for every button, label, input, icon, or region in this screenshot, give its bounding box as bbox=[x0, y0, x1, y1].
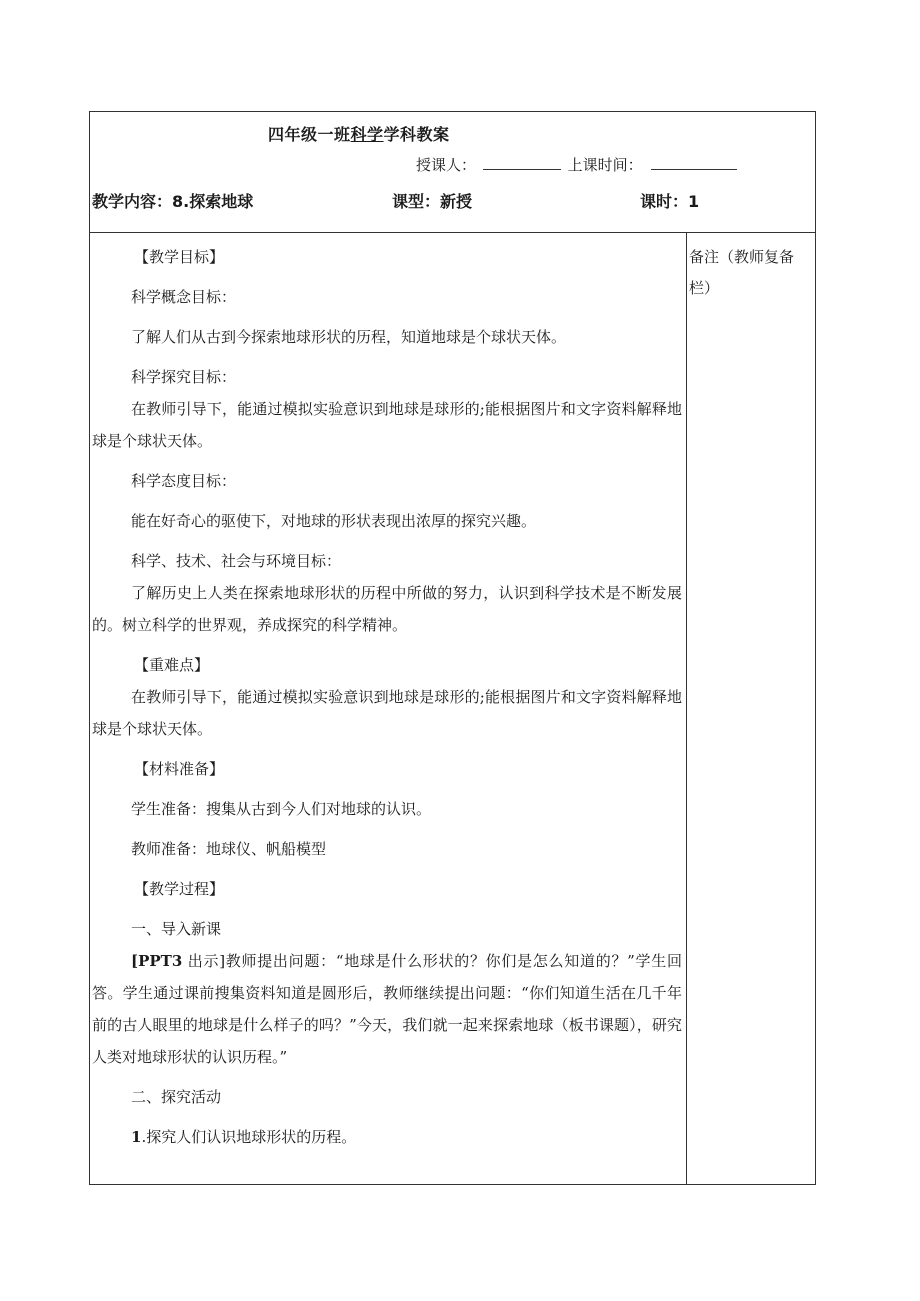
ppt-tag: [PPT3 bbox=[131, 952, 183, 970]
lesson-plan-table bbox=[89, 111, 816, 1185]
activity-one: 1.探究人们认识地球形状的历程。 bbox=[131, 1128, 357, 1146]
time-label: 上课时间： bbox=[567, 156, 643, 174]
concept-label: 科学概念目标： bbox=[131, 288, 237, 306]
teacher-time-row bbox=[416, 154, 737, 175]
process-heading: 【教学过程】 bbox=[134, 880, 225, 898]
lesson-type: 课型：新授 bbox=[392, 192, 473, 211]
stse-text: 了解历史上人类在探索地球形状的历程中所做的努力，认识到科学技术是不断发展的。树立科学的世界观，养成探究的科学精神。 bbox=[92, 584, 682, 634]
notes-column bbox=[687, 232, 815, 1184]
attitude-text: 能在好奇心的驱使下，对地球的形状表现出浓厚的探究兴趣。 bbox=[131, 512, 537, 530]
lesson-content: 教学内容：8.探索地球 bbox=[92, 192, 254, 211]
header-row bbox=[90, 112, 815, 233]
concept-text: 了解人们从古到今探索地球形状的历程，知道地球是个球状天体。 bbox=[131, 328, 567, 346]
materials-heading: 【材料准备】 bbox=[134, 760, 225, 778]
teacher-prep: 教师准备：地球仪、帆船模型 bbox=[131, 840, 327, 858]
teacher-blank bbox=[483, 155, 561, 170]
step-two-heading: 二、探究活动 bbox=[131, 1088, 222, 1106]
step-one-heading: 一、导入新课 bbox=[131, 920, 222, 938]
stse-label: 科学、技术、社会与环境目标： bbox=[131, 552, 342, 570]
objectives-heading: 【教学目标】 bbox=[134, 248, 225, 266]
notes-label: 备注（教师复备栏） bbox=[689, 248, 795, 297]
key-points-heading: 【重难点】 bbox=[134, 656, 210, 674]
key-points-text: 在教师引导下，能通过模拟实验意识到地球是球形的;能根据图片和文字资料解释地球是个球状天体。 bbox=[92, 688, 682, 738]
inquiry-label: 科学探究目标： bbox=[131, 368, 237, 386]
inquiry-text: 在教师引导下，能通过模拟实验意识到地球是球形的;能根据图片和文字资料解释地球是个球状天体。 bbox=[92, 400, 682, 450]
student-prep: 学生准备：搜集从古到今人们对地球的认识。 bbox=[131, 800, 432, 818]
main-content-cell bbox=[90, 232, 687, 1184]
page-title: 四年级一班科学学科教案 bbox=[268, 125, 450, 144]
subject-name: 科学 bbox=[350, 125, 384, 144]
intro-paragraph: [PPT3 出示]教师提出问题：“地球是什么形状的？你们是怎么知道的？”学生回答。学生通过课前搜集资料知道是圆形后，教师继续提出问题：“你们知道生活在几千年前的古人眼里的地球是什么样子的吗？”今天，我们就一起来探索地球（板书课题），研究人类对地球形状的认识历程。” bbox=[92, 952, 682, 1066]
teacher-label: 授课人： bbox=[416, 156, 477, 174]
attitude-label: 科学态度目标： bbox=[131, 472, 237, 490]
lesson-hours: 课时：1 bbox=[640, 192, 700, 211]
time-blank bbox=[651, 155, 737, 170]
